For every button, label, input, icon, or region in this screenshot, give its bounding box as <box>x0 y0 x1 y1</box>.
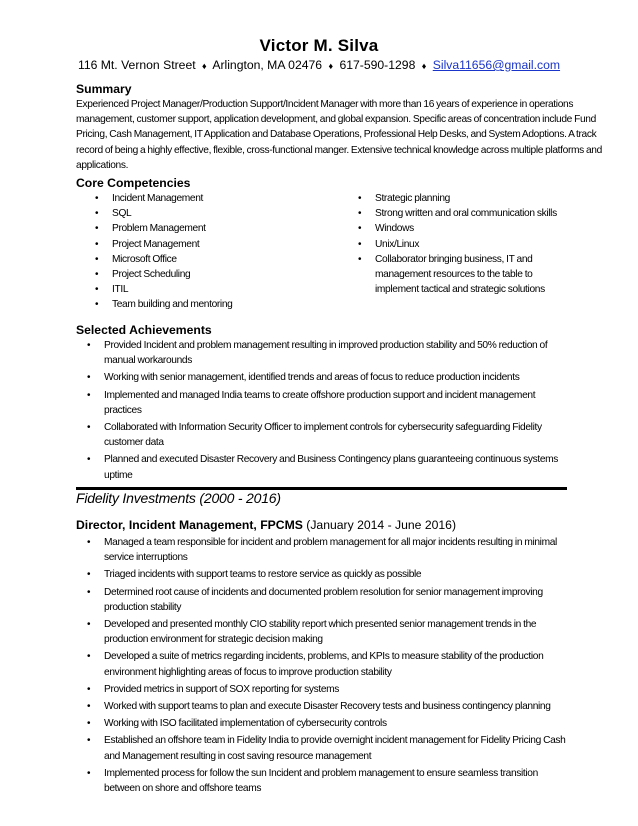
city-state-zip: Arlington, MA 02476 <box>212 58 323 72</box>
list-item: • Managed a team responsible for incident and problem management for all major incidents resulting in minimal service interruptions <box>87 535 567 565</box>
contact-line <box>0 58 638 72</box>
list-item: • Incident Management <box>95 191 315 206</box>
list-item: • Established an offshore team in Fidelity India to provide overnight incident management for Fidelity Pricing Cash and Management resulting in cost saving resource management <box>87 733 567 763</box>
list-item: • Triaged incidents with support teams to restore service as quickly as possible <box>87 567 567 582</box>
job-title: Director, Incident Management, FPCMS <box>76 518 303 532</box>
competencies-right-list <box>358 191 573 297</box>
list-item: • Strategic planning <box>358 191 573 206</box>
list-item: • Working with senior management, identified trends and areas of focus to reduce production incidents <box>87 370 567 385</box>
separator-diamond: ♦ <box>328 61 334 71</box>
list-item: • Working with ISO facilitated implementation of cybersecurity controls <box>87 716 567 731</box>
list-item: • Problem Management <box>95 221 315 236</box>
company-heading: Fidelity Investments (2000 - 2016) <box>76 490 281 506</box>
list-item: • Determined root cause of incidents and documented problem resolution for senior management improving production stability <box>87 585 567 615</box>
list-item: • Microsoft Office <box>95 252 315 267</box>
list-item: • Collaborated with Information Security Officer to implement controls for cybersecurity safeguarding Fidelity customer data <box>87 420 567 450</box>
list-item: • ITIL <box>95 282 315 297</box>
list-item: • Planned and executed Disaster Recovery and Business Contingency plans guaranteeing continuous systems uptime <box>87 452 567 482</box>
separator-diamond: ♦ <box>202 61 207 71</box>
list-item: • Unix/Linux <box>358 237 573 252</box>
email-link[interactable]: Silva11656@gmail.com <box>432 58 561 72</box>
job-dates: (January 2014 - June 2016) <box>306 518 456 532</box>
list-item: • Windows <box>358 221 573 236</box>
summary-text: Experienced Project Manager/Production Support/Incident Manager with more than 16 years of experience in operations management, customer support, application development, and global expansion. Specific areas of concentration include Fund Pricing, Cash Management, IT Application and Database Operations, Professional Help Desks, and System Adoptions. A track record of being a highly effective, flexible, cross-functional manger. Extensive technical knowledge across multiple platforms and applications. <box>76 99 602 171</box>
achievements-list <box>87 338 567 485</box>
list-item: • Project Scheduling <box>95 267 315 282</box>
list-item: • Strong written and oral communication skills <box>358 206 573 221</box>
candidate-name: Victor M. Silva <box>259 36 379 55</box>
job-title-line <box>76 518 456 532</box>
list-item: • Provided Incident and problem management resulting in improved production stability and 50% reduction of manual workarounds <box>87 338 567 368</box>
list-item: • SQL <box>95 206 315 221</box>
job-duties-list <box>87 535 567 798</box>
list-item: • Worked with support teams to plan and execute Disaster Recovery tests and business contingency planning <box>87 699 567 714</box>
list-item: • Project Management <box>95 237 315 252</box>
phone-number: 617-590-1298 <box>339 58 416 72</box>
competencies-left-list <box>95 191 315 313</box>
list-item: • Implemented process for follow the sun Incident and problem management to ensure seamless transition between on shore and offshore teams <box>87 766 567 796</box>
list-item: • Team building and mentoring <box>95 297 315 312</box>
street-address: 116 Mt. Vernon Street <box>77 58 196 72</box>
list-item: • Provided metrics in support of SOX reporting for systems <box>87 682 567 697</box>
achievements-heading: Selected Achievements <box>76 323 212 337</box>
list-item: • Developed and presented monthly CIO stability report which presented senior management trends in the production environment for strategic decision making <box>87 617 567 647</box>
list-item: • Collaborator bringing business, IT and management resources to the table to implement tactical and strategic solutions <box>358 252 573 298</box>
summary-heading: Summary <box>76 82 132 96</box>
list-item: • Implemented and managed India teams to create offshore production support and incident management practices <box>87 388 567 418</box>
list-item: • Developed a suite of metrics regarding incidents, problems, and KPIs to measure stability of the production environment highlighting areas of focus to improve production stability <box>87 649 567 679</box>
separator-diamond: ♦ <box>421 61 427 71</box>
competencies-heading: Core Competencies <box>76 176 191 190</box>
